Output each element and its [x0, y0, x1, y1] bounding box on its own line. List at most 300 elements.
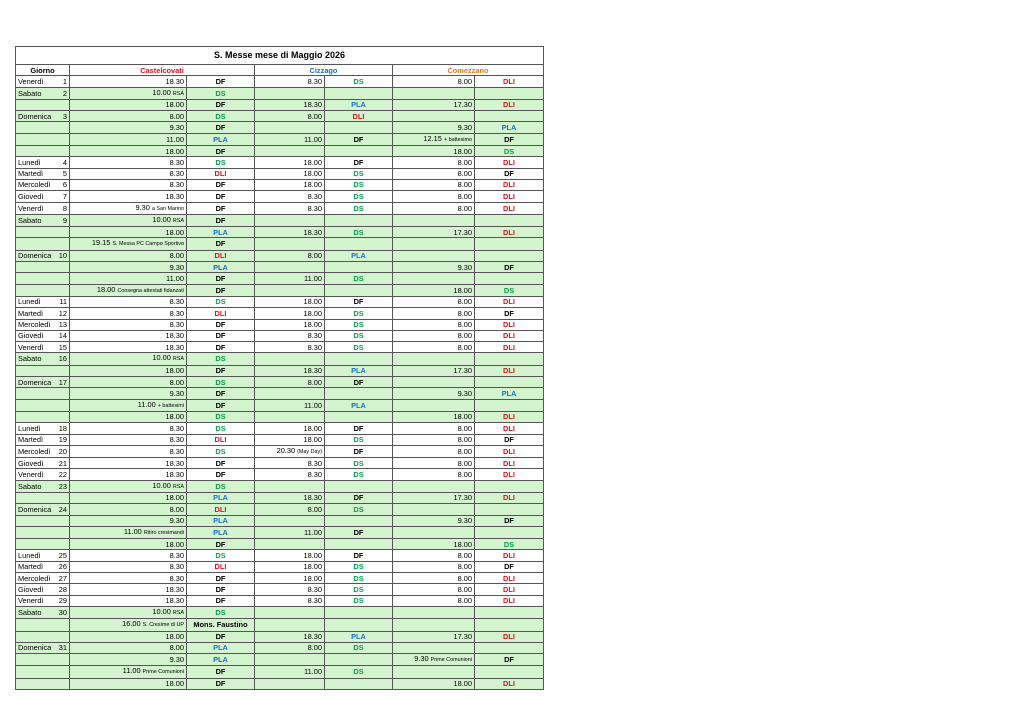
cizzago-celebrant: DS	[325, 319, 393, 330]
cizzago-celebrant: PLA	[325, 250, 393, 261]
comezzano-time: 8.00	[457, 584, 472, 594]
comezzano-time-cell	[393, 642, 475, 653]
cizzago-celebrant: DS	[325, 330, 393, 341]
comezzano-celebrant: DF	[475, 308, 544, 319]
cizzago-celebrant: DF	[325, 133, 393, 145]
table-row	[16, 262, 544, 273]
table-row	[16, 480, 544, 492]
cizzago-celebrant: DLI	[325, 111, 393, 122]
day-cell	[16, 133, 70, 145]
castelcovati-celebrant: DF	[187, 122, 255, 133]
day-cell	[16, 179, 70, 190]
castelcovati-time: 8.30	[169, 308, 184, 318]
cizzago-time: 18.00	[303, 550, 322, 560]
table-row	[16, 250, 544, 261]
cizzago-time-cell	[255, 573, 325, 584]
comezzano-celebrant	[475, 353, 544, 365]
table-row	[16, 388, 544, 399]
day-number: 21	[58, 458, 67, 468]
cizzago-time-cell	[255, 214, 325, 226]
comezzano-celebrant: DS	[475, 146, 544, 157]
castelcovati-time-cell	[70, 284, 187, 296]
castelcovati-time-cell	[70, 330, 187, 341]
castelcovati-time: 11.00	[166, 273, 184, 283]
castelcovati-time-cell	[70, 250, 187, 261]
table-row	[16, 573, 544, 584]
cizzago-time-cell	[255, 434, 325, 445]
mass-schedule-table	[15, 46, 544, 690]
cizzago-celebrant	[325, 214, 393, 226]
castelcovati-celebrant: DF	[187, 539, 255, 550]
castelcovati-time: 8.30	[169, 562, 184, 572]
table-row	[16, 469, 544, 480]
day-cell	[16, 284, 70, 296]
table-row	[16, 399, 544, 411]
comezzano-time-cell	[393, 250, 475, 261]
comezzano-time-cell	[393, 111, 475, 122]
castelcovati-time: 8.30	[169, 573, 184, 583]
cizzago-celebrant: DS	[325, 561, 393, 572]
day-name: Venerdì	[18, 203, 44, 213]
comezzano-time-cell	[393, 619, 475, 631]
comezzano-time-cell	[393, 526, 475, 538]
cizzago-time: 18.00	[303, 157, 322, 167]
cizzago-time-cell	[255, 642, 325, 653]
comezzano-celebrant: DLI	[475, 191, 544, 202]
table-row	[16, 377, 544, 388]
cizzago-time: 8.30	[307, 596, 322, 606]
castelcovati-celebrant: DS	[187, 87, 255, 99]
cizzago-celebrant: DS	[325, 666, 393, 678]
comezzano-note: + battesimo	[443, 136, 472, 143]
cizzago-celebrant: DF	[325, 377, 393, 388]
cizzago-time: 8.30	[307, 458, 322, 468]
day-name: Mercoledì	[18, 446, 51, 456]
comezzano-time: 8.00	[457, 331, 472, 341]
cizzago-time-cell	[255, 550, 325, 561]
day-cell	[16, 642, 70, 653]
castelcovati-celebrant: PLA	[187, 642, 255, 653]
comezzano-celebrant: DLI	[475, 423, 544, 434]
day-number: 2	[62, 88, 67, 98]
castelcovati-time-cell	[70, 133, 187, 145]
cizzago-time: 8.30	[307, 191, 322, 201]
day-cell	[16, 273, 70, 284]
cizzago-time-cell	[255, 202, 325, 214]
table-row	[16, 619, 544, 631]
comezzano-time: 17.30	[453, 366, 472, 376]
table-row	[16, 191, 544, 202]
cizzago-time: 18.00	[303, 169, 322, 179]
cizzago-time-cell	[255, 133, 325, 145]
castelcovati-time-cell	[70, 262, 187, 273]
comezzano-time: 8.00	[457, 180, 472, 190]
day-cell	[16, 606, 70, 618]
castelcovati-celebrant: DS	[187, 480, 255, 492]
castelcovati-note: RSA	[172, 90, 184, 97]
comezzano-celebrant	[475, 214, 544, 226]
cizzago-celebrant: DS	[325, 434, 393, 445]
comezzano-celebrant: DLI	[475, 179, 544, 190]
table-row	[16, 284, 544, 296]
castelcovati-celebrant: DF	[187, 458, 255, 469]
day-number: 20	[58, 446, 67, 456]
table-row	[16, 146, 544, 157]
castelcovati-time: 11.00	[166, 134, 184, 144]
castelcovati-time: 10.00	[152, 353, 171, 363]
castelcovati-time-cell	[70, 654, 187, 666]
day-number: 13	[58, 320, 67, 330]
castelcovati-time-cell	[70, 342, 187, 353]
castelcovati-time-cell	[70, 561, 187, 572]
castelcovati-note: Ritiro cresimandi	[143, 529, 184, 536]
castelcovati-time-cell	[70, 458, 187, 469]
castelcovati-time-cell	[70, 111, 187, 122]
comezzano-celebrant: DLI	[475, 678, 544, 689]
comezzano-celebrant: DLI	[475, 458, 544, 469]
castelcovati-time-cell	[70, 550, 187, 561]
cizzago-time-cell	[255, 388, 325, 399]
comezzano-celebrant: DLI	[475, 445, 544, 457]
castelcovati-time: 18.30	[165, 584, 184, 594]
cizzago-celebrant	[325, 539, 393, 550]
comezzano-celebrant	[475, 480, 544, 492]
day-cell	[16, 214, 70, 226]
cizzago-time: 8.30	[307, 331, 322, 341]
table-row	[16, 642, 544, 653]
comezzano-time: 8.00	[457, 157, 472, 167]
day-name: Sabato	[18, 88, 42, 98]
castelcovati-time-cell	[70, 388, 187, 399]
comezzano-time-cell	[393, 492, 475, 503]
comezzano-celebrant	[475, 111, 544, 122]
comezzano-celebrant: DF	[475, 133, 544, 145]
castelcovati-time-cell	[70, 122, 187, 133]
castelcovati-time-cell	[70, 296, 187, 307]
day-cell	[16, 262, 70, 273]
cizzago-celebrant: DS	[325, 227, 393, 238]
cizzago-time-cell	[255, 515, 325, 526]
castelcovati-celebrant: DLI	[187, 434, 255, 445]
table-row	[16, 238, 544, 250]
day-number: 1	[62, 76, 67, 86]
cizzago-time-cell	[255, 284, 325, 296]
cizzago-time-cell	[255, 319, 325, 330]
table-row	[16, 179, 544, 190]
cizzago-note: (May Day)	[297, 448, 322, 455]
castelcovati-celebrant: PLA	[187, 492, 255, 503]
cizzago-time: 8.30	[307, 469, 322, 479]
cizzago-time-cell	[255, 146, 325, 157]
day-cell	[16, 227, 70, 238]
comezzano-time-cell	[393, 423, 475, 434]
comezzano-time: 8.00	[457, 297, 472, 307]
day-cell	[16, 434, 70, 445]
castelcovati-time: 8.30	[169, 435, 184, 444]
comezzano-time: 8.00	[457, 169, 472, 179]
cizzago-time-cell	[255, 631, 325, 642]
comezzano-time-cell	[393, 445, 475, 457]
table-row	[16, 133, 544, 145]
castelcovati-note: Prime Comunioni	[142, 669, 184, 676]
castelcovati-time: 18.30	[165, 596, 184, 606]
table-row	[16, 227, 544, 238]
day-number: 15	[58, 342, 67, 352]
table-row	[16, 273, 544, 284]
castelcovati-time: 8.00	[169, 504, 184, 514]
day-number: 26	[58, 562, 67, 572]
day-name: Domenica	[18, 504, 52, 514]
castelcovati-time: 18.30	[165, 458, 184, 468]
cizzago-time: 18.30	[303, 100, 322, 110]
table-row	[16, 353, 544, 365]
comezzano-time: 12.15	[423, 133, 442, 143]
castelcovati-celebrant: DF	[187, 330, 255, 341]
castelcovati-time-cell	[70, 319, 187, 330]
cizzago-time: 11.00	[304, 400, 322, 410]
castelcovati-time: 11.00	[137, 399, 156, 409]
day-name: Martedì	[18, 562, 44, 572]
cizzago-time-cell	[255, 273, 325, 284]
header-castelcovati: Castelcovati	[70, 65, 255, 76]
day-cell	[16, 308, 70, 319]
day-cell	[16, 399, 70, 411]
comezzano-time-cell	[393, 411, 475, 422]
comezzano-celebrant	[475, 666, 544, 678]
table-row	[16, 423, 544, 434]
castelcovati-celebrant: DF	[187, 365, 255, 376]
day-number: 19	[58, 435, 67, 444]
comezzano-time-cell	[393, 504, 475, 515]
day-cell	[16, 250, 70, 261]
header-cizzago: Cizzago	[255, 65, 393, 76]
cizzago-time-cell	[255, 423, 325, 434]
castelcovati-celebrant: DS	[187, 353, 255, 365]
comezzano-time-cell	[393, 157, 475, 168]
castelcovati-time-cell	[70, 227, 187, 238]
day-name: Venerdì	[18, 342, 44, 352]
castelcovati-time: 18.00	[165, 679, 184, 689]
comezzano-celebrant	[475, 504, 544, 515]
day-cell	[16, 561, 70, 572]
cizzago-celebrant: DS	[325, 595, 393, 606]
day-name: Lunedì	[18, 423, 41, 433]
castelcovati-time: 10.00	[152, 87, 171, 97]
day-cell	[16, 76, 70, 87]
castelcovati-time: 11.00	[123, 526, 142, 536]
castelcovati-time: 11.00	[122, 666, 141, 676]
table-row	[16, 434, 544, 445]
table-row	[16, 76, 544, 87]
castelcovati-time: 8.30	[169, 550, 184, 560]
castelcovati-time: 9.30	[135, 202, 150, 212]
day-name: Martedì	[18, 308, 44, 318]
cizzago-time-cell	[255, 561, 325, 572]
castelcovati-celebrant: DLI	[187, 561, 255, 572]
day-cell	[16, 157, 70, 168]
comezzano-time: 8.00	[457, 562, 472, 572]
cizzago-time-cell	[255, 539, 325, 550]
day-cell	[16, 458, 70, 469]
cizzago-celebrant: DF	[325, 157, 393, 168]
castelcovati-time-cell	[70, 492, 187, 503]
cizzago-celebrant	[325, 388, 393, 399]
castelcovati-time: 18.30	[165, 469, 184, 479]
cizzago-celebrant: DF	[325, 526, 393, 538]
cizzago-time: 11.00	[304, 527, 322, 537]
castelcovati-celebrant: PLA	[187, 515, 255, 526]
comezzano-time-cell	[393, 606, 475, 618]
table-row	[16, 330, 544, 341]
cizzago-celebrant: DF	[325, 445, 393, 457]
comezzano-time-cell	[393, 458, 475, 469]
castelcovati-celebrant: DF	[187, 342, 255, 353]
cizzago-time-cell	[255, 399, 325, 411]
cizzago-celebrant: PLA	[325, 631, 393, 642]
cizzago-time: 18.30	[303, 632, 322, 642]
table-row	[16, 539, 544, 550]
comezzano-celebrant: DLI	[475, 584, 544, 595]
day-number: 8	[62, 203, 67, 213]
castelcovati-celebrant: PLA	[187, 654, 255, 666]
comezzano-time-cell	[393, 434, 475, 445]
comezzano-time-cell	[393, 480, 475, 492]
comezzano-time-cell	[393, 388, 475, 399]
cizzago-time-cell	[255, 445, 325, 457]
cizzago-time: 8.30	[307, 76, 322, 86]
cizzago-celebrant	[325, 619, 393, 631]
comezzano-celebrant	[475, 238, 544, 250]
comezzano-time: 8.00	[457, 203, 472, 213]
comezzano-time: 9.30	[457, 262, 472, 272]
cizzago-celebrant	[325, 146, 393, 157]
table-row	[16, 365, 544, 376]
castelcovati-time-cell	[70, 399, 187, 411]
day-number: 31	[58, 643, 67, 653]
cizzago-celebrant: DF	[325, 550, 393, 561]
day-name: Sabato	[18, 481, 42, 491]
castelcovati-time: 8.00	[169, 111, 184, 121]
day-cell	[16, 423, 70, 434]
castelcovati-time-cell	[70, 619, 187, 631]
cizzago-time: 20.30	[276, 445, 296, 455]
table-row	[16, 87, 544, 99]
castelcovati-time-cell	[70, 377, 187, 388]
comezzano-time: 8.00	[457, 191, 472, 201]
comezzano-celebrant: DLI	[475, 550, 544, 561]
comezzano-celebrant: DLI	[475, 202, 544, 214]
day-cell	[16, 377, 70, 388]
day-name: Domenica	[18, 111, 52, 121]
comezzano-celebrant	[475, 642, 544, 653]
cizzago-time-cell	[255, 179, 325, 190]
comezzano-celebrant: DF	[475, 515, 544, 526]
table-row	[16, 319, 544, 330]
castelcovati-celebrant: Mons. Faustino	[187, 619, 255, 631]
cizzago-celebrant: DS	[325, 168, 393, 179]
comezzano-time-cell	[393, 584, 475, 595]
day-name: Martedì	[18, 169, 44, 179]
comezzano-time: 9.30	[457, 388, 472, 398]
castelcovati-note: RSA	[172, 483, 184, 490]
cizzago-celebrant: DF	[325, 492, 393, 503]
castelcovati-celebrant: DLI	[187, 168, 255, 179]
cizzago-time-cell	[255, 99, 325, 110]
day-cell	[16, 678, 70, 689]
comezzano-time-cell	[393, 573, 475, 584]
day-name: Lunedì	[18, 157, 41, 167]
day-cell	[16, 666, 70, 678]
comezzano-time: 18.00	[453, 146, 472, 156]
cizzago-time-cell	[255, 168, 325, 179]
table-row	[16, 666, 544, 678]
castelcovati-time: 18.00	[165, 412, 184, 422]
castelcovati-time-cell	[70, 146, 187, 157]
table-row	[16, 157, 544, 168]
comezzano-time-cell	[393, 399, 475, 411]
cizzago-celebrant: DF	[325, 423, 393, 434]
table-row	[16, 595, 544, 606]
castelcovati-celebrant: DF	[187, 179, 255, 190]
castelcovati-time: 18.00	[96, 284, 116, 294]
castelcovati-celebrant: DS	[187, 445, 255, 457]
comezzano-celebrant	[475, 87, 544, 99]
castelcovati-note: a San Marino	[151, 205, 184, 212]
cizzago-celebrant: DS	[325, 458, 393, 469]
comezzano-celebrant: DLI	[475, 411, 544, 422]
day-number: 6	[62, 180, 67, 190]
day-number: 30	[58, 607, 67, 617]
castelcovati-celebrant: DF	[187, 584, 255, 595]
cizzago-celebrant	[325, 284, 393, 296]
comezzano-celebrant: DLI	[475, 595, 544, 606]
castelcovati-celebrant: PLA	[187, 227, 255, 238]
castelcovati-celebrant: PLA	[187, 262, 255, 273]
day-number: 25	[58, 550, 67, 560]
comezzano-time-cell	[393, 133, 475, 145]
day-number: 7	[62, 191, 67, 201]
castelcovati-time-cell	[70, 480, 187, 492]
comezzano-celebrant: DLI	[475, 365, 544, 376]
castelcovati-time-cell	[70, 365, 187, 376]
day-name: Martedì	[18, 435, 44, 444]
schedule-rows	[16, 76, 544, 690]
cizzago-time-cell	[255, 250, 325, 261]
day-number: 17	[58, 377, 67, 387]
cizzago-time-cell	[255, 526, 325, 538]
castelcovati-time: 8.30	[169, 297, 184, 307]
castelcovati-time: 18.00	[165, 227, 184, 237]
comezzano-time-cell	[393, 353, 475, 365]
comezzano-time: 17.30	[453, 100, 472, 110]
castelcovati-celebrant: DS	[187, 111, 255, 122]
day-number: 18	[58, 423, 67, 433]
day-cell	[16, 550, 70, 561]
comezzano-time-cell	[393, 238, 475, 250]
cizzago-celebrant	[325, 480, 393, 492]
castelcovati-time: 18.30	[165, 191, 184, 201]
comezzano-time-cell	[393, 262, 475, 273]
castelcovati-time-cell	[70, 202, 187, 214]
castelcovati-time: 9.30	[169, 388, 184, 398]
cizzago-time-cell	[255, 469, 325, 480]
cizzago-time-cell	[255, 122, 325, 133]
day-cell	[16, 87, 70, 99]
comezzano-celebrant	[475, 377, 544, 388]
cizzago-time-cell	[255, 584, 325, 595]
castelcovati-time: 18.00	[165, 539, 184, 549]
table-row	[16, 606, 544, 618]
